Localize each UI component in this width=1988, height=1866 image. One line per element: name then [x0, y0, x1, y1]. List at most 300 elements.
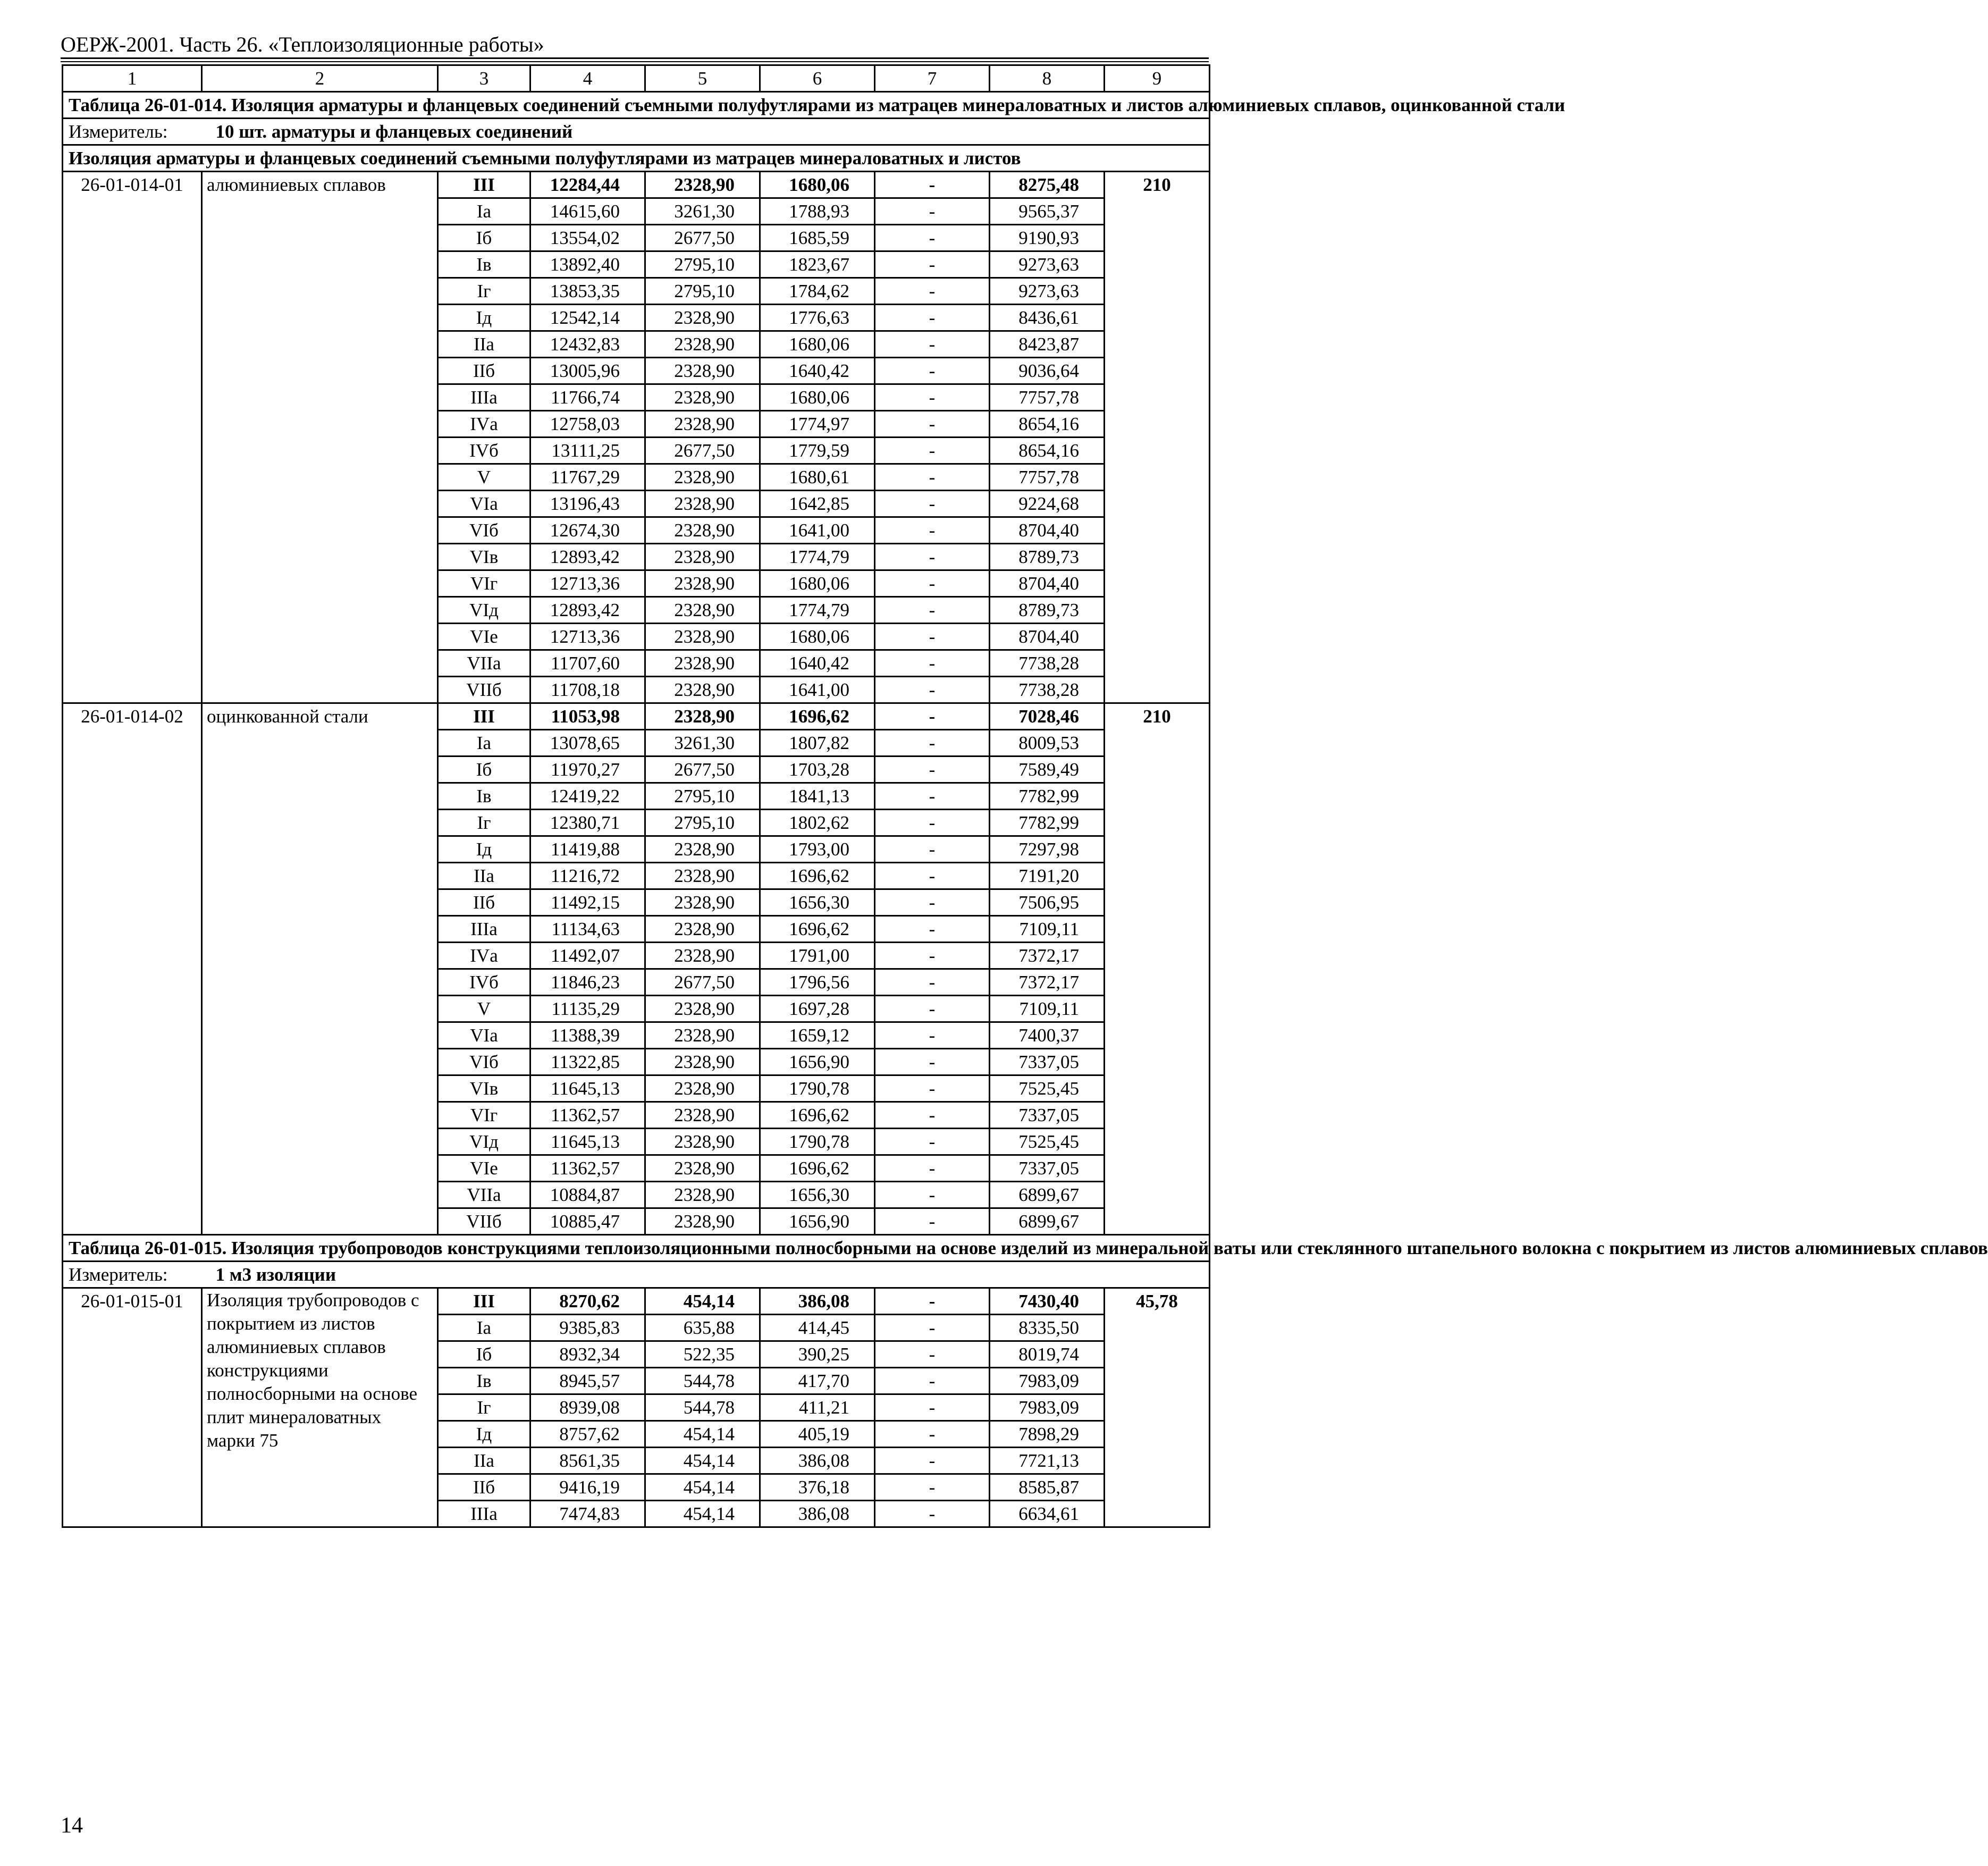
measure-row — [63, 1262, 1210, 1288]
materials-cost-cell: 9190,93 — [990, 225, 1105, 251]
materials-cost-cell: 7525,45 — [990, 1129, 1105, 1155]
materials-cost-cell: 7525,45 — [990, 1075, 1105, 1102]
machine-cost-cell: 1641,00 — [760, 517, 875, 544]
materials-cost-cell: 7983,09 — [990, 1368, 1105, 1394]
materials-cost-cell: 8704,40 — [990, 517, 1105, 544]
zone-cell: VIб — [438, 517, 530, 544]
materials-cost-cell: 7757,78 — [990, 464, 1105, 491]
materials-cost-cell: 8423,87 — [990, 331, 1105, 358]
machine-cost-cell: 1642,85 — [760, 491, 875, 517]
machine-cost-cell: 1680,06 — [760, 172, 875, 198]
total-cost-cell: 12893,42 — [530, 597, 645, 624]
labor-cost-cell: 635,88 — [645, 1315, 760, 1341]
machine-cost-cell: 1703,28 — [760, 757, 875, 783]
labor-cost-cell: 2328,90 — [645, 1129, 760, 1155]
column-number-row — [63, 65, 1210, 92]
zone-cell: III — [438, 1288, 530, 1315]
operator-cost-cell: - — [875, 1102, 990, 1129]
machine-cost-cell: 386,08 — [760, 1288, 875, 1315]
machine-cost-cell: 417,70 — [760, 1368, 875, 1394]
total-cost-cell: 11708,18 — [530, 677, 645, 703]
zone-cell: VIв — [438, 544, 530, 570]
item-name: Изоляция трубопроводов с покрытием из листов алюминиевых сплавов конструкциями полносборными на основе плит минераловатных марки 75 — [202, 1288, 438, 1527]
total-cost-cell: 11388,39 — [530, 1022, 645, 1049]
total-cost-cell: 8932,34 — [530, 1341, 645, 1368]
operator-cost-cell: - — [875, 730, 990, 757]
operator-cost-cell: - — [875, 703, 990, 730]
materials-cost-cell: 7738,28 — [990, 677, 1105, 703]
operator-cost-cell: - — [875, 943, 990, 969]
zone-cell: IIа — [438, 331, 530, 358]
materials-cost-cell: 8704,40 — [990, 570, 1105, 597]
estimate-table — [62, 64, 1988, 1528]
machine-cost-cell: 1640,42 — [760, 358, 875, 384]
total-cost-cell: 12893,42 — [530, 544, 645, 570]
zone-cell: VIе — [438, 624, 530, 650]
operator-cost-cell: - — [875, 517, 990, 544]
column-number: 2 — [202, 65, 438, 92]
operator-cost-cell: - — [875, 544, 990, 570]
labor-cost-cell: 2795,10 — [645, 251, 760, 278]
zone-cell: IIа — [438, 1448, 530, 1474]
item-code: 26-01-014-01 — [63, 172, 202, 703]
operator-cost-cell: - — [875, 1022, 990, 1049]
zone-cell: Iв — [438, 1368, 530, 1394]
column-number: 7 — [875, 65, 990, 92]
total-cost-cell: 13554,02 — [530, 225, 645, 251]
labor-cost-cell: 2328,90 — [645, 1102, 760, 1129]
materials-cost-cell: 7337,05 — [990, 1102, 1105, 1129]
total-cost-cell: 11053,98 — [530, 703, 645, 730]
machine-cost-cell: 1696,62 — [760, 863, 875, 889]
operator-cost-cell: - — [875, 916, 990, 943]
machine-cost-cell: 1696,62 — [760, 1102, 875, 1129]
materials-cost-cell: 7109,11 — [990, 916, 1105, 943]
labor-cost-cell: 2328,90 — [645, 331, 760, 358]
materials-cost-cell: 6899,67 — [990, 1182, 1105, 1208]
column-number: 4 — [530, 65, 645, 92]
operator-cost-cell: - — [875, 438, 990, 464]
total-cost-cell: 11216,72 — [530, 863, 645, 889]
labor-cost-cell: 2328,90 — [645, 411, 760, 438]
labor-cost-cell: 454,14 — [645, 1421, 760, 1448]
subheading: Изоляция арматуры и фланцевых соединений съемными полуфутлярами из матрацев минераловатных и листов — [63, 145, 1210, 172]
labor-cost-cell: 2328,90 — [645, 1049, 760, 1075]
materials-cost-cell: 8019,74 — [990, 1341, 1105, 1368]
table-row — [63, 172, 1210, 198]
total-cost-cell: 14615,60 — [530, 198, 645, 225]
zone-cell: Iд — [438, 305, 530, 331]
zone-cell: IIб — [438, 358, 530, 384]
zone-cell: VIа — [438, 1022, 530, 1049]
labor-cost-cell: 2328,90 — [645, 597, 760, 624]
machine-cost-cell: 376,18 — [760, 1474, 875, 1501]
labor-cost-cell: 2328,90 — [645, 889, 760, 916]
labor-cost-cell: 2328,90 — [645, 943, 760, 969]
machine-cost-cell: 1696,62 — [760, 703, 875, 730]
zone-cell: III — [438, 172, 530, 198]
total-cost-cell: 12674,30 — [530, 517, 645, 544]
labor-cost-cell: 2328,90 — [645, 1075, 760, 1102]
machine-cost-cell: 386,08 — [760, 1501, 875, 1527]
column-number: 1 — [63, 65, 202, 92]
zone-cell: IVа — [438, 411, 530, 438]
operator-cost-cell: - — [875, 1341, 990, 1368]
labor-cost-cell: 2328,90 — [645, 517, 760, 544]
zone-cell: IIIа — [438, 384, 530, 411]
labor-cost-cell: 2328,90 — [645, 996, 760, 1022]
materials-cost-cell: 6899,67 — [990, 1208, 1105, 1235]
zone-cell: VIIа — [438, 1182, 530, 1208]
operator-cost-cell: - — [875, 889, 990, 916]
materials-cost-cell: 8789,73 — [990, 597, 1105, 624]
zone-cell: IIIа — [438, 916, 530, 943]
operator-cost-cell: - — [875, 384, 990, 411]
total-cost-cell: 12542,14 — [530, 305, 645, 331]
operator-cost-cell: - — [875, 1501, 990, 1527]
machine-cost-cell: 1776,63 — [760, 305, 875, 331]
machine-cost-cell: 1793,00 — [760, 836, 875, 863]
labor-cost-cell: 3261,30 — [645, 198, 760, 225]
total-cost-cell: 13196,43 — [530, 491, 645, 517]
labor-cost-cell: 2677,50 — [645, 438, 760, 464]
materials-cost-cell: 7898,29 — [990, 1421, 1105, 1448]
zone-cell: VIг — [438, 1102, 530, 1129]
machine-cost-cell: 1696,62 — [760, 916, 875, 943]
labor-cost-cell: 454,14 — [645, 1448, 760, 1474]
materials-cost-cell: 9273,63 — [990, 278, 1105, 305]
materials-cost-cell: 7721,13 — [990, 1448, 1105, 1474]
zone-cell: IIб — [438, 1474, 530, 1501]
total-cost-cell: 8270,62 — [530, 1288, 645, 1315]
labor-cost-cell: 2328,90 — [645, 1155, 760, 1182]
measure-cell — [63, 1262, 1210, 1288]
table-title-row — [63, 92, 1210, 119]
materials-cost-cell: 8335,50 — [990, 1315, 1105, 1341]
header-rule — [61, 57, 1209, 59]
total-cost-cell: 12284,44 — [530, 172, 645, 198]
total-cost-cell: 12758,03 — [530, 411, 645, 438]
operator-cost-cell: - — [875, 1474, 990, 1501]
operator-cost-cell: - — [875, 251, 990, 278]
machine-cost-cell: 1788,93 — [760, 198, 875, 225]
measure-cell — [63, 119, 1210, 145]
materials-cost-cell: 8704,40 — [990, 624, 1105, 650]
materials-cost-cell: 7430,40 — [990, 1288, 1105, 1315]
labor-cost-cell: 2328,90 — [645, 305, 760, 331]
total-cost-cell: 8945,57 — [530, 1368, 645, 1394]
machine-cost-cell: 1680,61 — [760, 464, 875, 491]
column-number: 3 — [438, 65, 530, 92]
labor-cost-cell: 2328,90 — [645, 1182, 760, 1208]
operator-cost-cell: - — [875, 624, 990, 650]
materials-cost-cell: 8585,87 — [990, 1474, 1105, 1501]
materials-cost-cell: 9565,37 — [990, 198, 1105, 225]
zone-cell: VIд — [438, 597, 530, 624]
operator-cost-cell: - — [875, 1075, 990, 1102]
materials-cost-cell: 7738,28 — [990, 650, 1105, 677]
machine-cost-cell: 1680,06 — [760, 570, 875, 597]
machine-cost-cell: 1802,62 — [760, 810, 875, 836]
zone-cell: Iд — [438, 1421, 530, 1448]
operator-cost-cell: - — [875, 1182, 990, 1208]
materials-cost-cell: 7506,95 — [990, 889, 1105, 916]
labor-cost-cell: 3261,30 — [645, 730, 760, 757]
operator-cost-cell: - — [875, 198, 990, 225]
machine-cost-cell: 1697,28 — [760, 996, 875, 1022]
labor-cost-cell: 2677,50 — [645, 757, 760, 783]
labor-cost-cell: 522,35 — [645, 1341, 760, 1368]
labor-cost-cell: 2328,90 — [645, 384, 760, 411]
zone-cell: Iа — [438, 1315, 530, 1341]
zone-cell: V — [438, 464, 530, 491]
machine-cost-cell: 1680,06 — [760, 384, 875, 411]
table-row — [63, 1288, 1210, 1315]
zone-cell: VIг — [438, 570, 530, 597]
labor-cost-cell: 2677,50 — [645, 969, 760, 996]
materials-cost-cell: 7372,17 — [990, 969, 1105, 996]
zone-cell: IVа — [438, 943, 530, 969]
operator-cost-cell: - — [875, 1288, 990, 1315]
machine-cost-cell: 1656,90 — [760, 1208, 875, 1235]
labor-cost-cell: 544,78 — [645, 1368, 760, 1394]
labor-hours-cell: 210 — [1105, 172, 1210, 703]
operator-cost-cell: - — [875, 1315, 990, 1341]
machine-cost-cell: 1790,78 — [760, 1129, 875, 1155]
total-cost-cell: 12419,22 — [530, 783, 645, 810]
total-cost-cell: 8757,62 — [530, 1421, 645, 1448]
total-cost-cell: 11846,23 — [530, 969, 645, 996]
machine-cost-cell: 411,21 — [760, 1394, 875, 1421]
materials-cost-cell: 8275,48 — [990, 172, 1105, 198]
total-cost-cell: 11707,60 — [530, 650, 645, 677]
operator-cost-cell: - — [875, 1129, 990, 1155]
labor-cost-cell: 2328,90 — [645, 703, 760, 730]
materials-cost-cell: 9224,68 — [990, 491, 1105, 517]
operator-cost-cell: - — [875, 783, 990, 810]
total-cost-cell: 13892,40 — [530, 251, 645, 278]
machine-cost-cell: 1796,56 — [760, 969, 875, 996]
measure-label: Измеритель: — [69, 1264, 168, 1285]
column-number: 9 — [1105, 65, 1210, 92]
labor-cost-cell: 2795,10 — [645, 783, 760, 810]
zone-cell: IIIа — [438, 1501, 530, 1527]
operator-cost-cell: - — [875, 1394, 990, 1421]
operator-cost-cell: - — [875, 996, 990, 1022]
materials-cost-cell: 9036,64 — [990, 358, 1105, 384]
labor-cost-cell: 454,14 — [645, 1288, 760, 1315]
zone-cell: VIIб — [438, 677, 530, 703]
total-cost-cell: 8561,35 — [530, 1448, 645, 1474]
labor-cost-cell: 2795,10 — [645, 810, 760, 836]
zone-cell: Iа — [438, 198, 530, 225]
labor-hours-cell: 210 — [1105, 703, 1210, 1235]
labor-cost-cell: 2328,90 — [645, 491, 760, 517]
page-header: ОЕРЖ-2001. Часть 26. «Теплоизоляционные работы» — [61, 32, 544, 56]
machine-cost-cell: 1656,30 — [760, 889, 875, 916]
materials-cost-cell: 7337,05 — [990, 1049, 1105, 1075]
labor-cost-cell: 2328,90 — [645, 677, 760, 703]
total-cost-cell: 11645,13 — [530, 1129, 645, 1155]
materials-cost-cell: 7297,98 — [990, 836, 1105, 863]
machine-cost-cell: 1774,97 — [760, 411, 875, 438]
total-cost-cell: 10884,87 — [530, 1182, 645, 1208]
labor-cost-cell: 2328,90 — [645, 624, 760, 650]
materials-cost-cell: 7191,20 — [990, 863, 1105, 889]
header-rule-double — [61, 61, 1209, 62]
zone-cell: IIа — [438, 863, 530, 889]
operator-cost-cell: - — [875, 172, 990, 198]
operator-cost-cell: - — [875, 1368, 990, 1394]
zone-cell: V — [438, 996, 530, 1022]
labor-cost-cell: 544,78 — [645, 1394, 760, 1421]
measure-row — [63, 119, 1210, 145]
operator-cost-cell: - — [875, 969, 990, 996]
total-cost-cell: 11362,57 — [530, 1155, 645, 1182]
machine-cost-cell: 386,08 — [760, 1448, 875, 1474]
materials-cost-cell: 9273,63 — [990, 251, 1105, 278]
labor-hours-cell: 45,78 — [1105, 1288, 1210, 1527]
operator-cost-cell: - — [875, 597, 990, 624]
machine-cost-cell: 1685,59 — [760, 225, 875, 251]
machine-cost-cell: 1841,13 — [760, 783, 875, 810]
column-number: 5 — [645, 65, 760, 92]
item-name: алюминиевых сплавов — [202, 172, 438, 703]
zone-cell: Iд — [438, 836, 530, 863]
zone-cell: Iг — [438, 278, 530, 305]
machine-cost-cell: 390,25 — [760, 1341, 875, 1368]
total-cost-cell: 10885,47 — [530, 1208, 645, 1235]
labor-cost-cell: 2795,10 — [645, 278, 760, 305]
labor-cost-cell: 2328,90 — [645, 916, 760, 943]
labor-cost-cell: 2328,90 — [645, 836, 760, 863]
operator-cost-cell: - — [875, 570, 990, 597]
zone-cell: VIд — [438, 1129, 530, 1155]
operator-cost-cell: - — [875, 836, 990, 863]
materials-cost-cell: 7372,17 — [990, 943, 1105, 969]
total-cost-cell: 9385,83 — [530, 1315, 645, 1341]
machine-cost-cell: 405,19 — [760, 1421, 875, 1448]
materials-cost-cell: 7337,05 — [990, 1155, 1105, 1182]
zone-cell: Iа — [438, 730, 530, 757]
machine-cost-cell: 1680,06 — [760, 331, 875, 358]
operator-cost-cell: - — [875, 305, 990, 331]
total-cost-cell: 11766,74 — [530, 384, 645, 411]
total-cost-cell: 8939,08 — [530, 1394, 645, 1421]
total-cost-cell: 9416,19 — [530, 1474, 645, 1501]
table-row — [63, 703, 1210, 730]
zone-cell: Iг — [438, 810, 530, 836]
zone-cell: VIб — [438, 1049, 530, 1075]
total-cost-cell: 11362,57 — [530, 1102, 645, 1129]
labor-cost-cell: 2328,90 — [645, 358, 760, 384]
labor-cost-cell: 2328,90 — [645, 650, 760, 677]
materials-cost-cell: 7782,99 — [990, 810, 1105, 836]
total-cost-cell: 11492,07 — [530, 943, 645, 969]
total-cost-cell: 11322,85 — [530, 1049, 645, 1075]
total-cost-cell: 11135,29 — [530, 996, 645, 1022]
materials-cost-cell: 7757,78 — [990, 384, 1105, 411]
column-number: 6 — [760, 65, 875, 92]
zone-cell: Iб — [438, 225, 530, 251]
materials-cost-cell: 8654,16 — [990, 411, 1105, 438]
labor-cost-cell: 2328,90 — [645, 544, 760, 570]
item-code: 26-01-014-02 — [63, 703, 202, 1235]
measure-value: 1 м3 изоляции — [215, 1264, 336, 1285]
total-cost-cell: 13078,65 — [530, 730, 645, 757]
zone-cell: Iб — [438, 1341, 530, 1368]
machine-cost-cell: 1641,00 — [760, 677, 875, 703]
machine-cost-cell: 1656,90 — [760, 1049, 875, 1075]
operator-cost-cell: - — [875, 677, 990, 703]
machine-cost-cell: 1659,12 — [760, 1022, 875, 1049]
zone-cell: IVб — [438, 438, 530, 464]
machine-cost-cell: 414,45 — [760, 1315, 875, 1341]
materials-cost-cell: 7983,09 — [990, 1394, 1105, 1421]
total-cost-cell: 12713,36 — [530, 624, 645, 650]
zone-cell: VIа — [438, 491, 530, 517]
machine-cost-cell: 1791,00 — [760, 943, 875, 969]
labor-cost-cell: 2677,50 — [645, 225, 760, 251]
materials-cost-cell: 7400,37 — [990, 1022, 1105, 1049]
measure-value: 10 шт. арматуры и фланцевых соединений — [215, 121, 573, 142]
total-cost-cell: 13111,25 — [530, 438, 645, 464]
materials-cost-cell: 7028,46 — [990, 703, 1105, 730]
page-number: 14 — [61, 1813, 83, 1838]
subheading-row — [63, 145, 1210, 172]
materials-cost-cell: 8009,53 — [990, 730, 1105, 757]
total-cost-cell: 12432,83 — [530, 331, 645, 358]
total-cost-cell: 7474,83 — [530, 1501, 645, 1527]
zone-cell: Iг — [438, 1394, 530, 1421]
machine-cost-cell: 1807,82 — [760, 730, 875, 757]
machine-cost-cell: 1680,06 — [760, 624, 875, 650]
total-cost-cell: 11645,13 — [530, 1075, 645, 1102]
zone-cell: IIб — [438, 889, 530, 916]
labor-cost-cell: 2328,90 — [645, 1208, 760, 1235]
zone-cell: III — [438, 703, 530, 730]
operator-cost-cell: - — [875, 650, 990, 677]
machine-cost-cell: 1784,62 — [760, 278, 875, 305]
materials-cost-cell: 6634,61 — [990, 1501, 1105, 1527]
total-cost-cell: 11767,29 — [530, 464, 645, 491]
item-name: оцинкованной стали — [202, 703, 438, 1235]
item-code: 26-01-015-01 — [63, 1288, 202, 1527]
zone-cell: IVб — [438, 969, 530, 996]
zone-cell: Iв — [438, 251, 530, 278]
operator-cost-cell: - — [875, 411, 990, 438]
machine-cost-cell: 1774,79 — [760, 544, 875, 570]
zone-cell: VIв — [438, 1075, 530, 1102]
operator-cost-cell: - — [875, 491, 990, 517]
total-cost-cell: 11492,15 — [530, 889, 645, 916]
operator-cost-cell: - — [875, 810, 990, 836]
total-cost-cell: 11134,63 — [530, 916, 645, 943]
labor-cost-cell: 454,14 — [645, 1474, 760, 1501]
zone-cell: VIIб — [438, 1208, 530, 1235]
materials-cost-cell: 7589,49 — [990, 757, 1105, 783]
operator-cost-cell: - — [875, 278, 990, 305]
materials-cost-cell: 8654,16 — [990, 438, 1105, 464]
machine-cost-cell: 1779,59 — [760, 438, 875, 464]
operator-cost-cell: - — [875, 1049, 990, 1075]
operator-cost-cell: - — [875, 358, 990, 384]
total-cost-cell: 12380,71 — [530, 810, 645, 836]
total-cost-cell: 11970,27 — [530, 757, 645, 783]
operator-cost-cell: - — [875, 757, 990, 783]
machine-cost-cell: 1774,79 — [760, 597, 875, 624]
labor-cost-cell: 2328,90 — [645, 464, 760, 491]
